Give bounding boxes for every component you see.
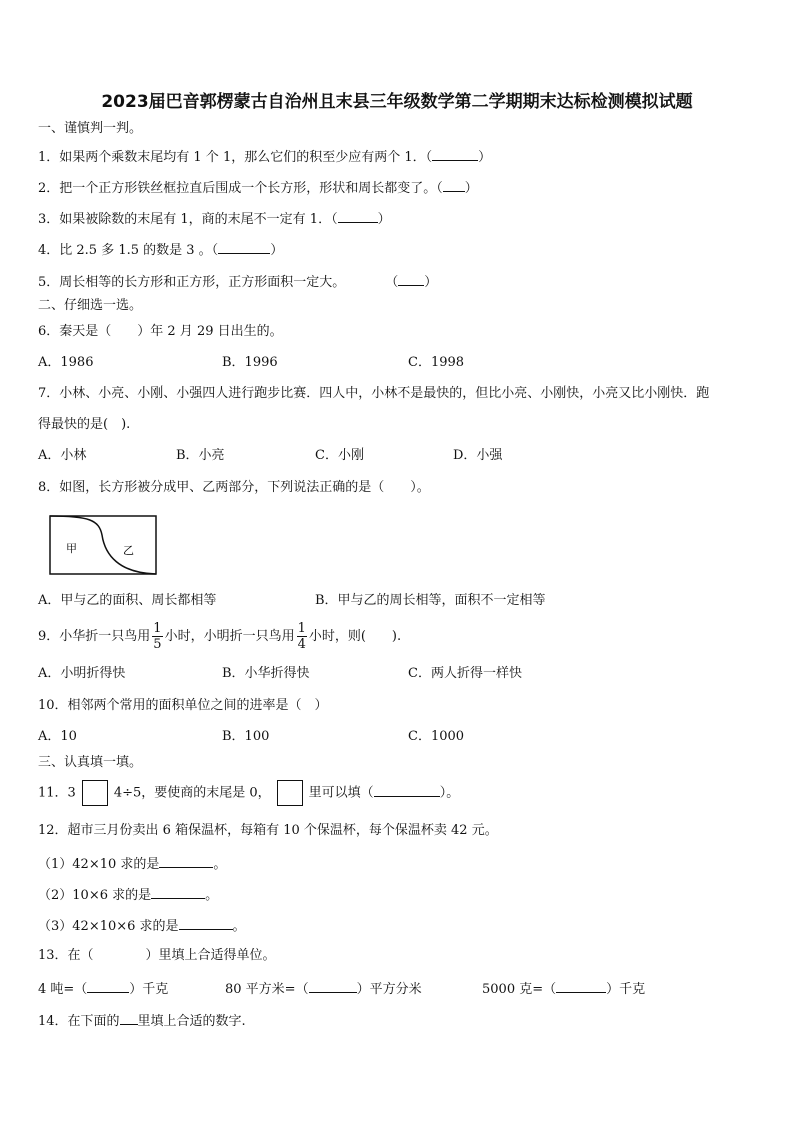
answer-blank[interactable]	[120, 1010, 138, 1025]
answer-blank[interactable]	[338, 208, 378, 223]
option-b[interactable]: B．小华折得快	[222, 666, 310, 681]
question-10: 10．相邻两个常用的面积单位之间的进率是（ ）	[38, 698, 328, 713]
question-9: 9．小华折一只鸟用 $\frac{1}{5}$ 小时，小明折一只鸟用 $\frac{1}{4}$ 小时，则( ).	[38, 621, 402, 652]
answer-blank[interactable]	[159, 853, 213, 868]
answer-blank[interactable]	[179, 915, 233, 930]
section-heading-fill: 三、认真填一填。	[38, 755, 143, 770]
unit-conversion-square-meters: 80 平方米=（ ）平方分米	[225, 978, 422, 999]
option-b[interactable]: B．小亮	[176, 448, 225, 463]
answer-blank[interactable]	[556, 978, 606, 993]
question-14: 14．在下面的 里填上合适的数字.	[38, 1010, 246, 1031]
option-a[interactable]: A．甲与乙的面积、周长都相等	[38, 593, 217, 608]
split-rectangle-figure	[49, 515, 159, 577]
answer-blank[interactable]	[398, 271, 424, 286]
option-a[interactable]: A．小林	[38, 448, 87, 463]
answer-blank[interactable]	[443, 177, 465, 192]
digit-box[interactable]	[82, 780, 108, 806]
question-7-line-1: 7．小林、小亮、小刚、小强四人进行跑步比赛．四人中，小林不是最快的，但比小亮、小刚快，小亮又比小刚快．跑	[38, 386, 710, 401]
option-c[interactable]: C．小刚	[315, 448, 364, 463]
option-b[interactable]: B．100	[222, 729, 270, 744]
question-11: 11．3 4÷5，要使商的末尾是 0， 里可以填（ ）。	[38, 780, 459, 807]
digit-box[interactable]	[277, 780, 303, 806]
answer-blank[interactable]	[309, 978, 357, 993]
option-b[interactable]: B．1996	[222, 355, 278, 370]
question-13: 13．在（ ）里填上合适得单位。	[38, 948, 276, 963]
question-2: 2．把一个正方形铁丝框拉直后围成一个长方形，形状和周长都变了。（ ）	[38, 177, 478, 198]
section-heading-choose: 二、仔细选一选。	[38, 298, 143, 313]
question-1: 1．如果两个乘数末尾均有 1 个 1，那么它们的积至少应有两个 1．（ ）	[38, 146, 491, 167]
question-12-sub-2: （2）10×6 求的是 。	[38, 884, 218, 905]
question-12: 12．超市三月份卖出 6 箱保温杯，每箱有 10 个保温杯，每个保温杯卖 42 元。	[38, 823, 498, 838]
question-12-sub-3: （3）42×10×6 求的是 。	[38, 915, 246, 936]
question-8: 8．如图，长方形被分成甲、乙两部分，下列说法正确的是（ ）。	[38, 480, 430, 495]
question-3: 3．如果被除数的末尾有 1，商的末尾不一定有 1．（ ）	[38, 208, 391, 229]
option-c[interactable]: C．两人折得一样快	[408, 666, 522, 681]
option-a[interactable]: A．1986	[38, 355, 94, 370]
option-a[interactable]: A．10	[38, 729, 77, 744]
fraction-one-fourth: $\frac{1}{4}$	[297, 621, 306, 652]
question-7-line-2: 得最快的是( ).	[38, 417, 131, 432]
option-c[interactable]: C．1998	[408, 355, 465, 370]
option-d[interactable]: D．小强	[453, 448, 503, 463]
section-heading-judge: 一、谨慎判一判。	[38, 121, 143, 136]
option-c[interactable]: C．1000	[408, 729, 465, 744]
answer-blank[interactable]	[151, 884, 205, 899]
unit-conversion-grams: 5000 克=（ ）千克	[482, 978, 645, 999]
option-b[interactable]: B．甲与乙的周长相等，面积不一定相等	[315, 593, 546, 608]
question-6: 6．秦天是（ ）年 2 月 29 日出生的。	[38, 324, 283, 339]
region-label-jia: 甲	[66, 542, 77, 555]
fraction-one-fifth: $\frac{1}{5}$	[153, 621, 162, 652]
unit-conversion-tons: 4 吨=（ ）千克	[38, 978, 168, 999]
answer-blank[interactable]	[218, 239, 270, 254]
answer-blank[interactable]	[432, 146, 478, 161]
region-label-yi: 乙	[123, 544, 134, 557]
question-5: 5．周长相等的长方形和正方形，正方形面积一定大。 （ ）	[38, 271, 437, 292]
page-title: 2023届巴音郭楞蒙古自治州且末县三年级数学第二学期期末达标检测模拟试题	[101, 92, 693, 112]
option-a[interactable]: A．小明折得快	[38, 666, 126, 681]
question-4: 4．比 2.5 多 1.5 的数是 3 。（ ）	[38, 239, 283, 260]
answer-blank[interactable]	[374, 782, 440, 797]
question-12-sub-1: （1）42×10 求的是 。	[38, 853, 226, 874]
answer-blank[interactable]	[87, 978, 129, 993]
